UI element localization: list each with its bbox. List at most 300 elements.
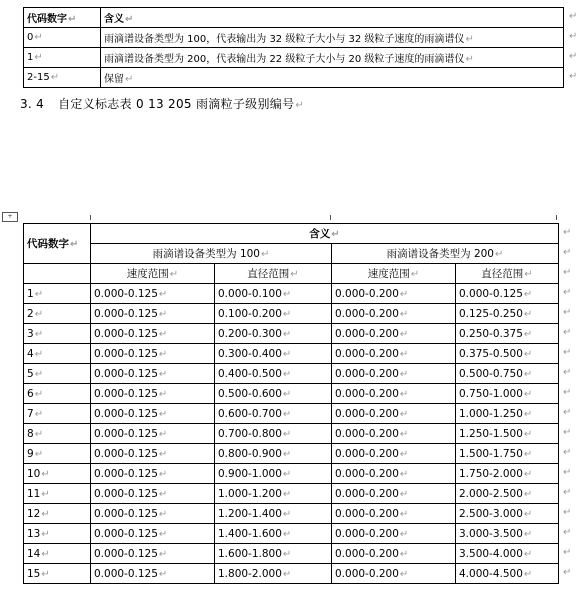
code-cell bbox=[24, 484, 91, 504]
paragraph-mark: ↵ bbox=[523, 528, 533, 540]
speed-range-100-cell-text: 0.000-0.125 bbox=[94, 467, 158, 480]
code-cell-text: 0 bbox=[27, 32, 34, 43]
row-end-mark: ↵ bbox=[563, 406, 572, 418]
paragraph-mark: ↵ bbox=[34, 428, 44, 440]
paragraph-mark: ↵ bbox=[158, 288, 168, 300]
diameter-range-100-cell-text: 0.700-0.800 bbox=[218, 427, 282, 440]
table-row bbox=[24, 404, 559, 424]
paragraph-mark: ↵ bbox=[465, 34, 474, 45]
paragraph-mark: ↵ bbox=[282, 348, 292, 360]
diameter-range-100-cell-text: 1.800-2.000 bbox=[218, 567, 282, 580]
meaning-cell bbox=[101, 68, 564, 88]
table-row bbox=[24, 424, 559, 444]
paragraph-mark: ↵ bbox=[34, 408, 44, 420]
speed-range-100-cell-text: 0.000-0.125 bbox=[94, 447, 158, 460]
diameter-range-200-cell bbox=[456, 404, 559, 424]
code-cell bbox=[24, 284, 91, 304]
diameter-range-200-cell-text: 0.125-0.250 bbox=[459, 307, 523, 320]
speed-range-200-cell-text: 0.000-0.200 bbox=[335, 567, 399, 580]
diameter-range-200-cell-text: 2.500-3.000 bbox=[459, 507, 523, 520]
paragraph-mark: ↵ bbox=[158, 368, 168, 380]
paragraph-mark: ↵ bbox=[34, 388, 44, 400]
diameter-range-header-200: 直径范围↵ bbox=[456, 264, 559, 284]
paragraph-mark: ↵ bbox=[158, 428, 168, 440]
speed-range-200-cell-text: 0.000-0.200 bbox=[335, 427, 399, 440]
row-end-mark: ↵ bbox=[569, 10, 578, 22]
paragraph-mark: ↵ bbox=[523, 508, 533, 520]
speed-range-200-cell-text: 0.000-0.200 bbox=[335, 347, 399, 360]
speed-range-100-cell bbox=[91, 324, 215, 344]
paragraph-mark: ↵ bbox=[158, 328, 168, 340]
speed-range-200-cell bbox=[332, 544, 456, 564]
paragraph-mark: ↵ bbox=[282, 388, 292, 400]
diameter-range-100-cell-text: 0.000-0.100 bbox=[218, 287, 282, 300]
speed-range-100-cell-text: 0.000-0.125 bbox=[94, 527, 158, 540]
table-row bbox=[24, 444, 559, 464]
diameter-range-100-cell bbox=[215, 324, 332, 344]
diameter-range-200-cell-text: 3.500-4.000 bbox=[459, 547, 523, 560]
speed-range-200-cell-text: 0.000-0.200 bbox=[335, 387, 399, 400]
paragraph-mark: ↵ bbox=[158, 388, 168, 400]
speed-range-100-cell-text: 0.000-0.125 bbox=[94, 347, 158, 360]
paragraph-mark: ↵ bbox=[158, 568, 168, 580]
row-end-mark: ↵ bbox=[563, 386, 572, 398]
speed-range-200-cell bbox=[332, 364, 456, 384]
row-end-mark: ↵ bbox=[563, 466, 572, 478]
paragraph-mark: ↵ bbox=[523, 448, 533, 460]
row-end-mark: ↵ bbox=[563, 306, 572, 318]
speed-range-100-cell-text: 0.000-0.125 bbox=[94, 567, 158, 580]
diameter-range-200-cell bbox=[456, 564, 559, 584]
code-cell-text: 4 bbox=[27, 347, 34, 360]
speed-range-200-cell-text: 0.000-0.200 bbox=[335, 327, 399, 340]
paragraph-mark: ↵ bbox=[158, 488, 168, 500]
diameter-range-200-cell-text: 0.000-0.125 bbox=[459, 287, 523, 300]
speed-range-100-cell-text: 0.000-0.125 bbox=[94, 387, 158, 400]
speed-range-200-cell bbox=[332, 484, 456, 504]
diameter-range-100-cell-text: 0.200-0.300 bbox=[218, 327, 282, 340]
table-row bbox=[24, 504, 559, 524]
code-cell-text: 1 bbox=[27, 52, 34, 63]
paragraph-mark: ↵ bbox=[399, 388, 409, 400]
speed-range-100-cell bbox=[91, 364, 215, 384]
row-end-mark: ↵ bbox=[563, 446, 572, 458]
code-header-cell-text: 代码数字 bbox=[27, 14, 67, 25]
speed-range-200-cell bbox=[332, 504, 456, 524]
paragraph-mark: ↵ bbox=[41, 528, 50, 540]
paragraph-mark: ↵ bbox=[41, 488, 50, 500]
row-end-mark: ↵ bbox=[563, 266, 572, 278]
diameter-range-200-cell bbox=[456, 444, 559, 464]
paragraph-mark: ↵ bbox=[158, 468, 168, 480]
speed-range-100-cell bbox=[91, 524, 215, 544]
paragraph-mark: ↵ bbox=[523, 408, 533, 420]
paragraph-mark: ↵ bbox=[399, 408, 409, 420]
diameter-range-200-cell bbox=[456, 304, 559, 324]
speed-range-100-cell bbox=[91, 404, 215, 424]
ruler-tick bbox=[90, 215, 91, 220]
table-row bbox=[24, 524, 559, 544]
section-title: 自定义标志表 0 13 205 雨滴粒子级别编号 bbox=[58, 97, 295, 111]
speed-range-100-cell bbox=[91, 464, 215, 484]
paragraph-mark: ↵ bbox=[125, 74, 134, 85]
diameter-range-100-cell bbox=[215, 284, 332, 304]
diameter-range-200-cell bbox=[456, 384, 559, 404]
paragraph-mark: ↵ bbox=[399, 288, 409, 300]
diameter-range-100-cell bbox=[215, 524, 332, 544]
speed-range-200-cell bbox=[332, 444, 456, 464]
paragraph-mark: ↵ bbox=[523, 488, 533, 500]
paragraph-mark: ↵ bbox=[282, 308, 292, 320]
table-row bbox=[24, 464, 559, 484]
paragraph-mark: ↵ bbox=[125, 14, 134, 25]
code-cell-text: 1 bbox=[27, 287, 34, 300]
paragraph-mark: ↵ bbox=[282, 428, 292, 440]
diameter-range-200-cell bbox=[456, 364, 559, 384]
paragraph-mark: ↵ bbox=[50, 72, 60, 83]
paragraph-mark: ↵ bbox=[399, 348, 409, 360]
speed-range-200-cell bbox=[332, 524, 456, 544]
row-end-mark: ↵ bbox=[563, 486, 572, 498]
speed-range-100-cell-text: 0.000-0.125 bbox=[94, 507, 158, 520]
diameter-range-header-100: 直径范围↵ bbox=[215, 264, 332, 284]
diameter-range-200-cell bbox=[456, 524, 559, 544]
code-cell-text: 9 bbox=[27, 447, 34, 460]
row-end-mark: ↵ bbox=[563, 426, 572, 438]
paragraph-mark: ↵ bbox=[41, 468, 50, 480]
diameter-range-200-cell bbox=[456, 484, 559, 504]
code-cell-text: 2-15 bbox=[27, 72, 50, 83]
row-end-mark: ↵ bbox=[563, 506, 572, 518]
code-cell-text: 15 bbox=[27, 567, 41, 580]
meaning-cell-text: 雨滴谱设备类型为 200，代表输出为 22 级粒子大小与 20 级粒子速度的雨滴谱仪 bbox=[104, 54, 465, 65]
code-cell-text: 8 bbox=[27, 427, 34, 440]
diameter-range-100-cell bbox=[215, 404, 332, 424]
diameter-range-200-cell-text: 0.250-0.375 bbox=[459, 327, 523, 340]
paragraph-mark: ↵ bbox=[282, 548, 292, 560]
code-cell bbox=[24, 544, 91, 564]
paragraph-mark: ↵ bbox=[523, 428, 533, 440]
speed-range-100-cell-text: 0.000-0.125 bbox=[94, 487, 158, 500]
table-row bbox=[24, 284, 559, 304]
row-end-mark: ↵ bbox=[563, 546, 572, 558]
paragraph-mark: ↵ bbox=[34, 368, 44, 380]
row-end-mark: ↵ bbox=[563, 566, 572, 578]
diameter-range-100-cell-text: 0.400-0.500 bbox=[218, 367, 282, 380]
paragraph-mark: ↵ bbox=[158, 348, 168, 360]
paragraph-mark: ↵ bbox=[282, 508, 292, 520]
row-end-mark: ↵ bbox=[563, 366, 572, 378]
paragraph-mark: ↵ bbox=[523, 288, 533, 300]
paragraph-mark: ↵ bbox=[399, 568, 409, 580]
blank-header-cell bbox=[24, 264, 91, 284]
paragraph-mark: ↵ bbox=[34, 348, 44, 360]
paragraph-mark: ↵ bbox=[465, 54, 474, 65]
paragraph-mark: ↵ bbox=[523, 388, 533, 400]
table-row bbox=[24, 564, 559, 584]
header-row-2 bbox=[24, 244, 559, 264]
code-cell bbox=[24, 48, 101, 68]
paragraph-mark: ↵ bbox=[282, 408, 292, 420]
table-header-row bbox=[24, 8, 564, 28]
speed-range-200-cell bbox=[332, 304, 456, 324]
diameter-range-100-cell-text: 0.600-0.700 bbox=[218, 407, 282, 420]
diameter-range-100-cell bbox=[215, 384, 332, 404]
speed-range-100-cell bbox=[91, 564, 215, 584]
code-cell bbox=[24, 504, 91, 524]
speed-range-200-cell-text: 0.000-0.200 bbox=[335, 547, 399, 560]
diameter-range-100-cell bbox=[215, 364, 332, 384]
code-cell-text: 5 bbox=[27, 367, 34, 380]
paragraph-mark: ↵ bbox=[399, 468, 409, 480]
table-move-handle-icon[interactable]: + bbox=[2, 212, 18, 222]
paragraph-mark: ↵ bbox=[523, 368, 533, 380]
paragraph-mark: ↵ bbox=[158, 408, 168, 420]
speed-range-header-200: 速度范围↵ bbox=[332, 264, 456, 284]
diameter-range-200-cell-text: 1.500-1.750 bbox=[459, 447, 523, 460]
diameter-range-200-cell-text: 2.000-2.500 bbox=[459, 487, 523, 500]
paragraph-mark: ↵ bbox=[399, 368, 409, 380]
diameter-range-100-cell bbox=[215, 344, 332, 364]
paragraph-mark: ↵ bbox=[158, 448, 168, 460]
speed-range-200-cell-text: 0.000-0.200 bbox=[335, 467, 399, 480]
table-row bbox=[24, 364, 559, 384]
paragraph-mark: ↵ bbox=[34, 448, 44, 460]
paragraph-mark: ↵ bbox=[282, 488, 292, 500]
diameter-range-100-cell bbox=[215, 484, 332, 504]
table-row bbox=[24, 48, 564, 68]
table-row bbox=[24, 68, 564, 88]
diameter-range-100-cell-text: 0.100-0.200 bbox=[218, 307, 282, 320]
raindrop-particle-level-table bbox=[23, 223, 559, 584]
code-cell bbox=[24, 68, 101, 88]
section-heading bbox=[20, 95, 304, 112]
code-cell bbox=[24, 464, 91, 484]
speed-range-100-cell bbox=[91, 424, 215, 444]
diameter-range-100-cell-text: 1.000-1.200 bbox=[218, 487, 282, 500]
diameter-range-100-cell-text: 1.600-1.800 bbox=[218, 547, 282, 560]
header-row-1 bbox=[24, 224, 559, 244]
speed-range-100-cell bbox=[91, 284, 215, 304]
diameter-range-200-cell-text: 1.000-1.250 bbox=[459, 407, 523, 420]
paragraph-mark: ↵ bbox=[68, 14, 77, 25]
diameter-range-200-cell-text: 4.000-4.500 bbox=[459, 567, 523, 580]
paragraph-mark: ↵ bbox=[34, 328, 44, 340]
section-number: 3. 4 bbox=[20, 97, 45, 111]
paragraph-mark: ↵ bbox=[282, 468, 292, 480]
diameter-range-200-cell bbox=[456, 324, 559, 344]
speed-range-200-cell bbox=[332, 464, 456, 484]
paragraph-mark: ↵ bbox=[399, 508, 409, 520]
speed-range-100-cell-text: 0.000-0.125 bbox=[94, 327, 158, 340]
code-cell-text: 2 bbox=[27, 307, 34, 320]
speed-range-200-cell-text: 0.000-0.200 bbox=[335, 447, 399, 460]
code-cell-text: 3 bbox=[27, 327, 34, 340]
speed-range-200-cell-text: 0.000-0.200 bbox=[335, 367, 399, 380]
paragraph-mark: ↵ bbox=[399, 528, 409, 540]
diameter-range-100-cell-text: 0.500-0.600 bbox=[218, 387, 282, 400]
row-end-mark: ↵ bbox=[569, 50, 578, 62]
table-row bbox=[24, 384, 559, 404]
raindrop-level-rows bbox=[24, 284, 559, 584]
speed-range-100-cell-text: 0.000-0.125 bbox=[94, 367, 158, 380]
speed-range-100-cell bbox=[91, 384, 215, 404]
speed-range-100-cell-text: 0.000-0.125 bbox=[94, 307, 158, 320]
meaning-header-cell: 含义↵ bbox=[91, 224, 559, 244]
ruler-tick bbox=[330, 215, 331, 220]
diameter-range-200-cell bbox=[456, 544, 559, 564]
code-cell bbox=[24, 404, 91, 424]
speed-range-200-cell bbox=[332, 344, 456, 364]
speed-range-100-cell-text: 0.000-0.125 bbox=[94, 287, 158, 300]
code-cell-text: 10 bbox=[27, 467, 41, 480]
paragraph-mark: ↵ bbox=[399, 488, 409, 500]
code-cell bbox=[24, 28, 101, 48]
code-cell-text: 11 bbox=[27, 487, 41, 500]
speed-range-200-cell bbox=[332, 404, 456, 424]
code-cell-text: 13 bbox=[27, 527, 41, 540]
diameter-range-100-cell-text: 0.900-1.000 bbox=[218, 467, 282, 480]
paragraph-mark: ↵ bbox=[34, 288, 44, 300]
group-200-header: 雨滴谱设备类型为 200↵ bbox=[332, 244, 559, 264]
paragraph-mark: ↵ bbox=[523, 568, 533, 580]
code-cell bbox=[24, 524, 91, 544]
paragraph-mark: ↵ bbox=[282, 368, 292, 380]
paragraph-mark: ↵ bbox=[523, 328, 533, 340]
row-end-mark: ↵ bbox=[563, 226, 572, 238]
diameter-range-200-cell-text: 1.750-2.000 bbox=[459, 467, 523, 480]
meaning-cell-text: 雨滴谱设备类型为 100，代表输出为 32 级粒子大小与 32 级粒子速度的雨滴谱仪 bbox=[104, 34, 465, 45]
code-cell bbox=[24, 424, 91, 444]
code-table-device-type-body bbox=[24, 8, 564, 88]
header-row-3 bbox=[24, 264, 559, 284]
code-cell bbox=[24, 364, 91, 384]
table-row bbox=[24, 304, 559, 324]
meaning-header-cell bbox=[101, 8, 564, 28]
speed-range-100-cell bbox=[91, 504, 215, 524]
diameter-range-200-cell-text: 3.000-3.500 bbox=[459, 527, 523, 540]
paragraph-mark: ↵ bbox=[282, 528, 292, 540]
diameter-range-100-cell bbox=[215, 444, 332, 464]
paragraph-mark: ↵ bbox=[41, 548, 50, 560]
paragraph-mark: ↵ bbox=[399, 448, 409, 460]
meaning-cell bbox=[101, 28, 564, 48]
row-end-mark: ↵ bbox=[563, 326, 572, 338]
speed-range-200-cell-text: 0.000-0.200 bbox=[335, 287, 399, 300]
paragraph-mark: ↵ bbox=[282, 568, 292, 580]
paragraph-mark: ↵ bbox=[34, 52, 43, 63]
speed-range-100-cell bbox=[91, 304, 215, 324]
code-cell-text: 12 bbox=[27, 507, 41, 520]
speed-range-200-cell-text: 0.000-0.200 bbox=[335, 507, 399, 520]
speed-range-200-cell bbox=[332, 284, 456, 304]
diameter-range-200-cell-text: 0.375-0.500 bbox=[459, 347, 523, 360]
diameter-range-200-cell-text: 1.250-1.500 bbox=[459, 427, 523, 440]
diameter-range-100-cell-text: 0.300-0.400 bbox=[218, 347, 282, 360]
speed-range-100-cell bbox=[91, 344, 215, 364]
paragraph-mark: ↵ bbox=[523, 468, 533, 480]
code-header-cell bbox=[24, 8, 101, 28]
paragraph-mark: ↵ bbox=[282, 448, 292, 460]
diameter-range-100-cell bbox=[215, 504, 332, 524]
code-table-device-type bbox=[23, 7, 564, 88]
paragraph-mark: ↵ bbox=[158, 548, 168, 560]
table-row bbox=[24, 544, 559, 564]
code-cell-text: 14 bbox=[27, 547, 41, 560]
speed-range-100-cell bbox=[91, 484, 215, 504]
row-end-mark: ↵ bbox=[569, 30, 578, 42]
paragraph-mark: ↵ bbox=[523, 308, 533, 320]
meaning-cell-text: 保留 bbox=[104, 74, 124, 85]
diameter-range-200-cell bbox=[456, 284, 559, 304]
speed-range-200-cell-text: 0.000-0.200 bbox=[335, 487, 399, 500]
diameter-range-100-cell bbox=[215, 564, 332, 584]
code-header-cell: 代码数字↵ bbox=[24, 224, 91, 264]
row-end-mark: ↵ bbox=[563, 526, 572, 538]
table-row bbox=[24, 344, 559, 364]
diameter-range-100-cell bbox=[215, 304, 332, 324]
paragraph-mark: ↵ bbox=[41, 508, 50, 520]
paragraph-mark: ↵ bbox=[399, 308, 409, 320]
row-end-mark: ↵ bbox=[563, 246, 572, 258]
diameter-range-200-cell bbox=[456, 344, 559, 364]
paragraph-mark: ↵ bbox=[282, 288, 292, 300]
paragraph-mark: ↵ bbox=[158, 308, 168, 320]
paragraph-mark: ↵ bbox=[399, 328, 409, 340]
speed-range-100-cell bbox=[91, 444, 215, 464]
diameter-range-100-cell bbox=[215, 424, 332, 444]
speed-range-200-cell-text: 0.000-0.200 bbox=[335, 307, 399, 320]
paragraph-mark: ↵ bbox=[34, 32, 43, 43]
ruler-tick bbox=[556, 215, 557, 220]
paragraph-mark: ↵ bbox=[158, 528, 168, 540]
paragraph-mark: ↵ bbox=[399, 428, 409, 440]
paragraph-mark: ↵ bbox=[523, 548, 533, 560]
meaning-cell bbox=[101, 48, 564, 68]
diameter-range-200-cell bbox=[456, 504, 559, 524]
diameter-range-100-cell bbox=[215, 544, 332, 564]
code-cell bbox=[24, 564, 91, 584]
speed-range-header-100: 速度范围↵ bbox=[91, 264, 215, 284]
diameter-range-100-cell bbox=[215, 464, 332, 484]
speed-range-200-cell bbox=[332, 384, 456, 404]
meaning-header-cell-text: 含义 bbox=[104, 14, 124, 25]
diameter-range-200-cell-text: 0.500-0.750 bbox=[459, 367, 523, 380]
table-row bbox=[24, 324, 559, 344]
code-cell bbox=[24, 304, 91, 324]
diameter-range-200-cell bbox=[456, 424, 559, 444]
speed-range-200-cell-text: 0.000-0.200 bbox=[335, 407, 399, 420]
diameter-range-100-cell-text: 1.200-1.400 bbox=[218, 507, 282, 520]
speed-range-100-cell-text: 0.000-0.125 bbox=[94, 427, 158, 440]
paragraph-mark: ↵ bbox=[399, 548, 409, 560]
code-cell bbox=[24, 384, 91, 404]
speed-range-100-cell bbox=[91, 544, 215, 564]
code-cell-text: 6 bbox=[27, 387, 34, 400]
paragraph-mark: ↵ bbox=[523, 348, 533, 360]
paragraph-mark: ↵ bbox=[34, 308, 44, 320]
diameter-range-100-cell-text: 0.800-0.900 bbox=[218, 447, 282, 460]
speed-range-200-cell bbox=[332, 564, 456, 584]
code-cell bbox=[24, 344, 91, 364]
paragraph-mark: ↵ bbox=[41, 568, 50, 580]
table-row bbox=[24, 28, 564, 48]
speed-range-200-cell bbox=[332, 424, 456, 444]
row-end-mark: ↵ bbox=[563, 346, 572, 358]
row-end-mark: ↵ bbox=[569, 70, 578, 82]
speed-range-100-cell-text: 0.000-0.125 bbox=[94, 407, 158, 420]
paragraph-mark: ↵ bbox=[158, 508, 168, 520]
